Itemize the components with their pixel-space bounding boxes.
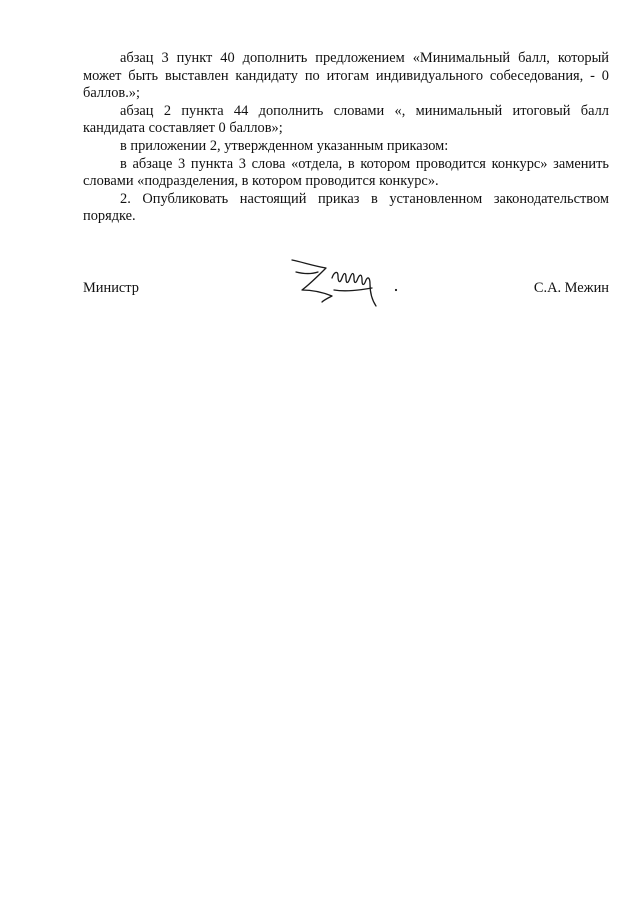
paragraph-3: в приложении 2, утвержденном указанным приказом:: [120, 137, 449, 154]
paragraph-5: 2. Опубликовать настоящий приказ в установленном законодательством порядке.: [83, 190, 609, 225]
document-body: [83, 50, 609, 226]
paragraph-4: в абзаце 3 пункта 3 слова «отдела, в котором проводится конкурс» заменить словами «подразделения, в котором проводится конкурс».: [83, 155, 609, 190]
paragraph-1: абзац 3 пункт 40 дополнить предложением «Минимальный балл, который может быть выставлен кандидату по итогам индивидуального собеседования, - 0 баллов.»;: [83, 50, 609, 102]
signature-block: [83, 250, 609, 320]
signatory-name: С.А. Межин: [533, 280, 609, 296]
paragraph-2: абзац 2 пункта 44 дополнить словами «, минимальный итоговый балл кандидата составляет 0 баллов»;: [83, 102, 609, 137]
signatory-title: Министр: [83, 280, 139, 296]
handwritten-signature: [288, 250, 408, 320]
